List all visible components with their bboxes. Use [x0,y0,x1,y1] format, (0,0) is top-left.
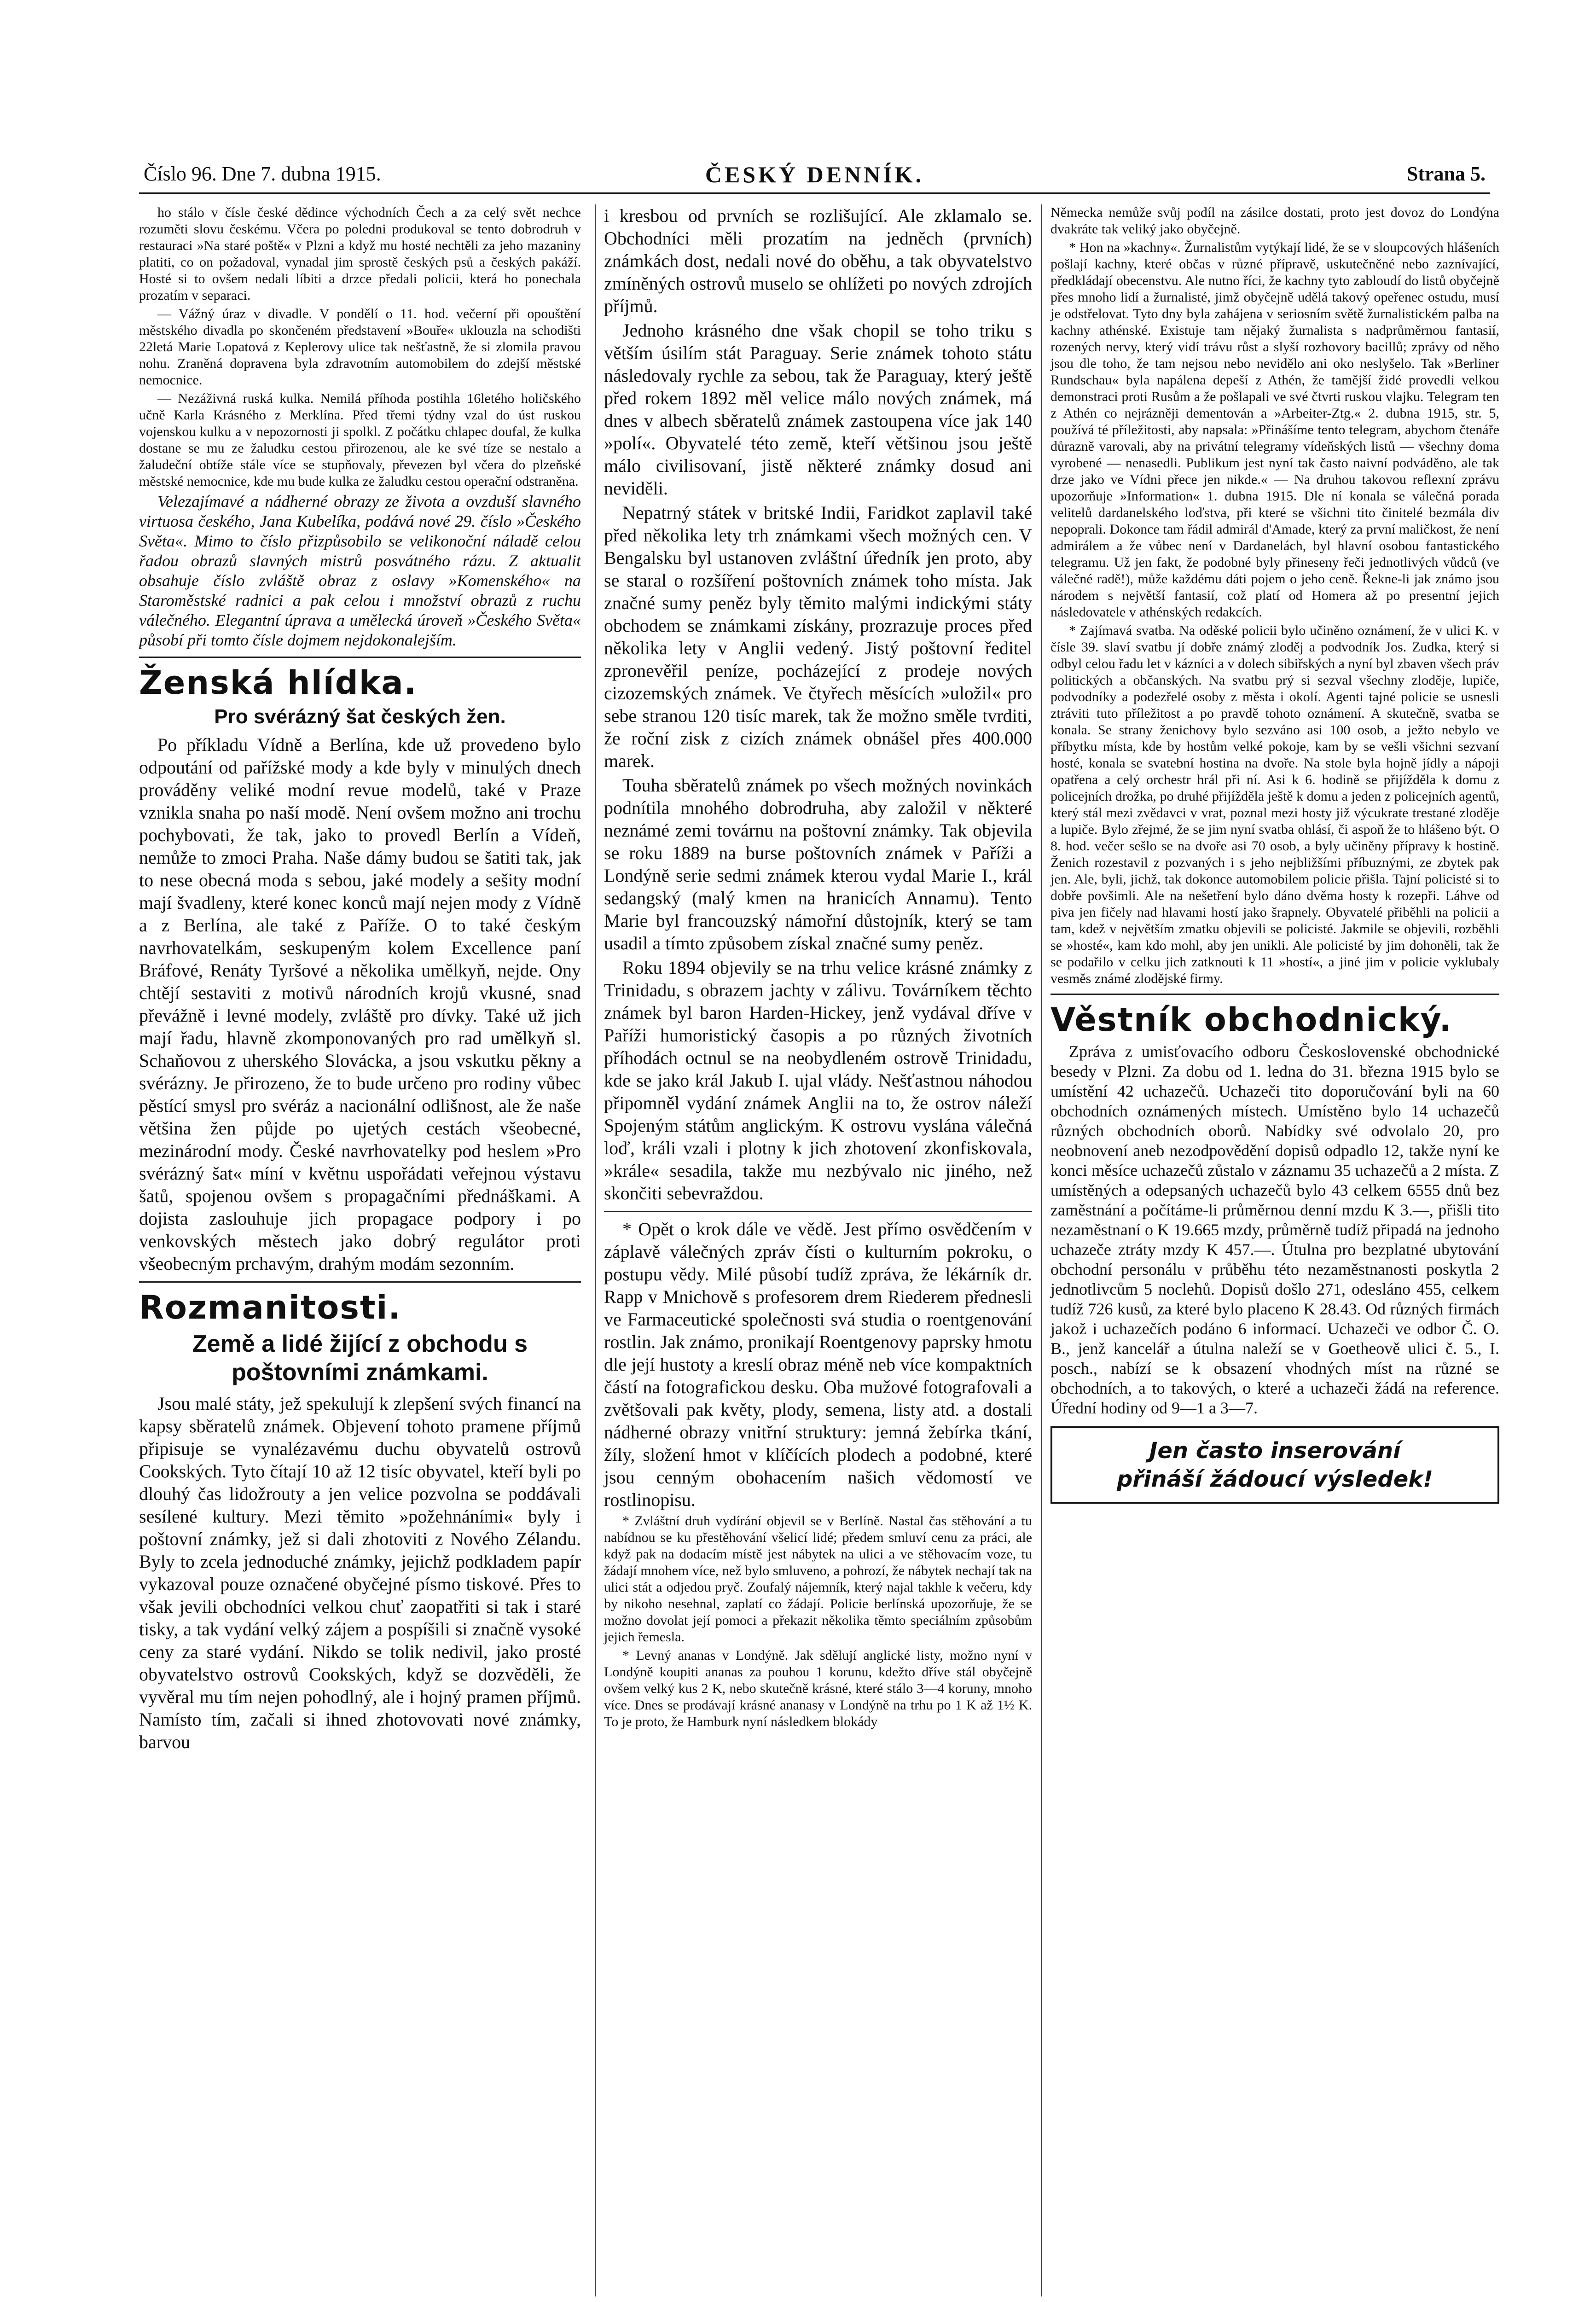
section-heading: Věstník obchodnický. [1050,1001,1453,1039]
divider [139,1281,581,1283]
article-text: Roku 1894 objevily se na trhu velice krásné známky z Trinidadu, s obrazem jachty v zálivu. Továrníkem těchto známek byl baron Harden-Hickey, jenž vydával dříve v Paříži humoristický časopis a po různých životních příhodách octnul se na neobydleném ostrově Trinidadu, kde se jako král Jakub I. ujal vlády. Nešťastnou náhodou připomněl vydání známek Anglii na to, že ostrov náleží Spojeným státům anglickým. K ostrovu vyslána válečná loď, králi vzali i plotny k jich zhotovení zkonfiskovala, »krále« sesadila, takže mu nezbývalo nic jiného, než skončiti sebevraždou. [604,957,1032,1203]
article-text: * Opět o krok dále ve vědě. Jest přímo osvědčením v záplavě válečných zpráv čísti o kulturním pokroku, o postupu vědy. Milé působí tudíž zpráva, že lékárník dr. Rapp v Mnichově s profesorem drem Riederem přednesli ve Farmaceutické společnosti svá studia o roentgenování rostlin. Jak známo, pronikají Roentgenovy paprsky hmotu dle její hustoty a kreslí obraz méně neb více kompaktních částí na fotografickou desku. Oba mužové fotografovali a zvětšovali pak květy, plody, semena, listy atd. a dostali nádherné obrazy vnitřní struktury: jemná žebírka tkání, žíly, složení hmot v klíčících plodech a podobné, které jsou cenným obohacením našich vědomostí ve rostlinopisu. [604,1219,1032,1510]
divider [139,657,581,658]
article-text: * Hon na »kachny«. Žurnalistům vytýkají lidé, že se v sloupcových hlášeních pošlají kachny, které občas v různé přípravě, uskutečněné nebo zaznívající, předkládají obecenstvu. Ale nutno říci, že kachny tyto zabloudí do listů obyčejně přes mnoho lidí a žurnalisté, jimž obyčejně udělá takový opeřenec ostudu, musí je odstřelovat. Tyto dny byla zahájena v seriosním světě žurnalistickém palba na kachny athénské. Existuje tam nějaký žurnalista s nadprůměrnou fantasií, rozených nervy, který vidí trávu růst a slyší rozhovory bacillů; zprávy od něho jsou dle toho, že tam nejsou nebo nevidělo ani oko neslyšelo. Tak »Berliner Rundschau« byla napálena depeší z Athén, že tamější židé provedli velkou demonstraci proti Rusům a že pošlapali ve své čtvrti ruskou vlajku. Telegram ten z Athén co nejrázněji dementován a »Arbeiter-Ztg.« 2. dubna 1915, str. 5, používá té příležitosti, aby napsala: »Přinášíme tento telegram, abychom čtenáře důrazně varovali, aby na privátní telegramy vídeňských listů — všechny doma vyrobené — nenasedli. Publikum jest nyní tak často naivní podváděno, ale tak drze jako ve Vídni přece jen nikde.« — Na druhou takovou reflexní zprávu upozorňuje »Information« 1. dubna 1915. Dle ní konala se válečná porada velitelů dardanelského loďstva, při které se všichni tito činitelé bezmála div nepoprali. Dokonce tam řádil admirál d'Amade, který za první maličkost, že není admirálem a že vůbec není v Dardanelách, byl hlavní osobou fantastického telegramu. Už jen fakt, že podobné byly přineseny řeči jednotlivých vůdců (ve válečné radě!), může každému dáti pojem o jeho ceně. Řekne-li jak známo jsou národem s největší fantasií, což platí od Homera až po presentní jejich následovatele v athénských redakcích. [1050,240,1499,620]
article-text: — Nezáživná ruská kulka. Nemilá příhoda postihla 16letého holičského učně Karla Krásného z Merklína. Před třemi týdny vzal do úst ruskou vojenskou kulku a v nepozornosti ji spolkl. Z počátku chlapec doufal, že kulka dostane se mu ze žaludku cestou přirozenou, ale ke své tíze se nestalo a žaludeční obtíže stále více se stupňovaly, převezen byl včera do plzeňské městské nemocnice, kde mu bude kulka ze žaludku cestou operační odstraněna. [139,391,581,489]
divider [604,1211,1032,1212]
article-text: Zpráva z umisťovacího odboru Československé obchodnické besedy v Plzni. Za dobu od 1. ledna do 31. března 1915 bylo se umístění 42 uchazečů. Uchazeči tito doporučování byli na 60 obchodních oznámených místech. Umístěno bylo 14 uchazečů různých obchodních oborů. Nabídky své odvolalo 20, pro neobnovení aneb nezodpovědění dopisů odpadlo 12, takže nyní ke konci měsíce uchazečů zůstalo v záznamu 35 uchazečů a 2 místa. Z umístěných a odepsaných uchazečů bylo 43 celkem 6555 dnů bez zaměstnání a počítáme-li průměrnou denní mzdu K 3.—, přišli tito nezaměstnaní o K 19.665 mzdy, průměrně tudíž připadá na jednoho uchazeče ztráty mzdy K 457.—. Útulna pro bezplatné ubytování obchodní personálu v průběhu této nezaměstnanosti poskytla 2 jednotlivcům 5 noclehů. Dopisů došlo 271, odesláno 455, celkem tudíž 726 kusů, za které bylo placeno K 28.43. Od různých firmách jakož i uchazečích podáno 6 informací. Uchazeči ve odbor Č. O. B., jenž kancelář a útulna naleží se v Goetheově ulici č. 5., I. posch., nabízí se k obsazení vhodných míst na různé se obchodních, a to takových, o které a uchazeči žádá na reference. Úřední hodiny od 9—1 a 3—7. [1050,1042,1499,1417]
article-text: Jsou malé státy, jež spekulují k zlepšení svých financí na kapsy sběratelů známek. Objevení tohoto pramene příjmů připisuje se vynalézavému duchu obyvatelů ostrovů Cookských. Tyto čítají 10 až 12 tisíc obyvatel, kteří byli po dlouhý čas lidožrouty a jen velice pozvolna se poddávali sesílené kultury. Mezi těmito »požehnáními« byly i poštovní známky, jež si dali zhotoviti z Nového Zélandu. Byly to zcela jednoduché známky, jejichž podkladem papír vykazoval pouze označené obyčejné písmo tiskové. Přes to však jevili obchodníci velkou chuť zaopatřiti si tak i staré tisky, a tak vydání velký zájem a pospíšili si značně vysoké ceny za staré vydání. Nikdo se tolik nedivil, jako prosté obyvatelstvo ostrovů Cookských, když se dozvěděli, že vyvěral mu tím nejen pohodlný, ale i hojný pramen příjmů. Namísto tím, začali si ihned zhotovovati nové známky, barvou [139,1393,581,1752]
article-text: Německa nemůže svůj podíl na zásilce dostati, proto jest dovoz do Londýna dvakráte tak veliký jako obyčejně. [1050,205,1499,237]
article-text: i kresbou od prvních se rozlišující. Ale zklamalo se. Obchodníci měli prozatím na jedněch (prvních) známkách dost, nedali nové do oběhu, a tak obyvatelstvo zmíněných ostrovů muselo se ohlížeti po nových zdrojích příjmů. [604,205,1032,316]
article-text: — Vážný úraz v divadle. V pondělí o 11. hod. večerní při opouštění městského divadla po skončeném představení »Bouře« uklouzla na schodišti 22letá Marie Lopatová z Keplerovy ulice tak nešťastně, že si zlomila pravou nohu. Zraněná dopravena byla zdravotním automobilem do zdejší městské nemocnice. [139,306,581,388]
article-text: Velezajímavé a nádherné obrazy ze života a ovzduší slavného virtuosa českého, Jana Kubelíka, podává nové 29. číslo »Českého Světa«. Mimo to číslo přizpůsobilo se velikonoční náladě celou řadou obrazů slavných mistrů posvátného rázu. Z aktualit obsahuje číslo zvláště obraz z oslavy »Komenského« na Staroměstské radnici a pak celou i množství obrazů z ruchu válečného. Elegantní úprava a umělecká úroveň »Českého Světa« působí při tomto čísle dojmem nejdokonalejším. [139,492,581,649]
article-text: * Zvláštní druh vydírání objevil se v Berlíně. Nastal čas stěhování a tu nabídnou se ku přestěhování všelicí lidé; předem smluví cenu za práci, ale když pak na dodacím místě jest nábytek na ulici a ve stěhovacím voze, tu žádají mnohem více, než bylo smluveno, a pohrozí, že nábytek nechají tak na ulici stát a odjedou pryč. Zoufalý nájemník, který najal takhle k večeru, kdy by nikoho nesehnal, zaplatí co žádají. Policie berlínská upozorňuje, že se možno dovolat její pomoci a překazit několika těmto speciálním způsobům jejich řemesla. [604,1513,1032,1645]
page-number: Strana 5. [1406,163,1486,185]
advertisement-box [1050,1426,1499,1504]
column-1 [139,204,581,2296]
issue-number-date: Číslo 96. Dne 7. dubna 1915. [144,163,381,185]
ad-line-1: Jen často inserování [1149,1438,1401,1464]
page-header [139,160,1490,194]
column-2 [595,204,1032,2296]
divider [1050,994,1499,995]
newspaper-page [125,146,1504,2302]
article-title: Pro svérázný šat českých žen. [214,705,506,728]
ad-line-2: přináší žádoucí výsledek! [1116,1466,1433,1492]
column-3 [1041,204,1499,2296]
section-heading: Ženská hlídka. [139,664,418,702]
article-text: * Levný ananas v Londýně. Jak sdělují anglické listy, možno nyní v Londýně koupiti ananas za pouhou 1 korunu, kdežto dříve stál obyčejně ovšem velký kus 2 K, nebo skutečně krásné, které stálo 3—4 koruny, mnoho více. Dnes se prodávají krásné ananasy v Londýně na trhu po 1 K až 1½ K. To je proto, že Hamburk nyní následkem blokády [604,1648,1032,1729]
article-text: Nepatrný státek v britské Indii, Faridkot zaplavil také před několika lety trh známkami všech možných cen. V Bengalsku byl ustanoven zvláštní úředník jen proto, aby se staral o rozšíření poštovních známek toho místa. Jak značné sumy peněz byly těmito malými indickými státy obchodem se známkami získány, prozrazuje proces před několika lety v Anglii vedený. Jistý poštovní ředitel zpronevěřil peníze, pocházející z prodeje nových cizozemských známek. Ve čtyřech měsících »uložil« pro sebe stranou 120 tisíc marek, tak že možno směle tvrditi, že roční zisk z cizích známek obnášel přes 400.000 marek. [604,502,1032,771]
article-text: Touha sběratelů známek po všech možných novinkách podnítila mnohého dobrodruha, aby založil v některé neznámé zemi továrnu na poštovní známky. Tak objevila se roku 1889 na burse poštovních známek v Paříži a Londýně serie sedmi známek kterou vydal Marie I., král sedangský (malý kmen na hranicích Annamu). Tento Marie byl francouzský námořní důstojník, který se tam usadil a tímto způsobem získal značné sumy peněz. [604,775,1032,953]
section-heading: Rozmanitosti. [139,1289,402,1326]
newspaper-title: ČESKÝ DENNÍK. [705,162,924,187]
article-title: Země a lidé žijící z obchodu s poštovními známkami. [192,1331,528,1386]
article-text: Jednoho krásného dne však chopil se toho triku s větším úsilím stát Paraguay. Serie známek tohoto státu následovaly rychle za sebou, tak že Paraguay, který ještě před rokem 1892 měl velice málo nových známek, má dnes v albech sběratelů známek zastoupena více jak 140 »polí«. Obyvatelé této země, kteří většinou jsou ještě málo civilisovaní, jistě některé známky dosud ani neviděli. [604,320,1032,499]
article-text: Po příkladu Vídně a Berlína, kde už provedeno bylo odpoutání od pařížské mody a kde byly v minulých dnech prováděny veliké modní revue modelů, také v Praze vznikla snaha po naší modě. Není ovšem možno ani trochu pochybovati, že tak, jako to provedl Berlín a Vídeň, nemůže to zmoci Praha. Naše dámy budou se šatiti tak, jak to nese obecná moda s sebou, jaké modely a sešity modní mají švadleny, které konec konců mají nejen mody z Vídně a z Berlína, ale také z Paříže. O to také českým navrhovatelkám, seskupeným kolem Excellence paní Bráfové, Renáty Tyršové a několika umělkyň, nejde. Ony chtějí sestaviti z motivů národních krojů vkusné, snad převážně i levné modely, zvláště pro dívky. Také už jich mají řadu, hlavně zkomponovaných pro rad umělkyň sl. Schaňovou z uherského Slovácka, a jsou vskutku pěkny a svérázny. Je přirozeno, že to bude určeno pro rodiny vůbec pěstící smysl pro svéráz a nacionální odlišnost, ale že naše většina žen půjde po ujetých cestách všeobecné, mezinárodní mody. České navrhovatelky pod heslem »Pro svérázný šat« míní v květnu uspořádati veřejnou výstavu šatů, spojenou ovšem s propagačními přednáškami. A dojista zaslouhuje jich propagace podpory i po venkovských městech jako dobrý regulátor proti všeobecným prchavým, drahým modám sezonním. [139,734,581,1274]
article-text: ho stálo v čísle české dědince východních Čech a za celý svět nechce rozuměti slovu českému. Včera po poledni produkoval se tento dobrodruh v restauraci »Na staré poště« v Plzni a když mu hosté nechtěli za jeho mazaniny platiti, co on požadoval, vynadal jim sprostě českých psů a českých pakáží. Hosté si to ovšem nedali líbiti a drzce předali policii, která ho ponechala prozatím v separaci. [139,205,581,303]
article-text: * Zajímavá svatba. Na oděské policii bylo učiněno oznámení, že v ulici K. v čísle 39. slaví svatbu jí dobře známý zloděj a podvodník Jos. Zudka, který si odbyl celou řadu let v kázníci a v dolech sibiřských a nyní byl zbaven všech práv politických a občanských. Na svatbu prý si sezval všechny zloděje, lupiče, podvodníky a podezřelé osoby z města i okolí. Agenti tajné policie se usnesli ztráviti tuto příležitost a po pravdě tohoto oznámení. A skutečně, svatba se konala. Se strany ženichovy bylo sezváno asi 100 osob, a ježto nebylo ve příbytku místa, kde by hostům velké pokoje, kam by se vešli všichni sezvaní hosté, konala se svatební hostina na dvoře. Na stole byla hojně jídly a nápoji opatřena a celý orchestr hrál při ní. Asi k 6. hodině se přijížděla k domu z policejních drožka, po druhé přijížděla ještě k domu a jeden z policejních agentů, který stál mezi zvědavci v vrat, poznal mezi hosty již výcukrate trestané zloděje a lupiče. Bylo zřejmé, že se jim nyní svatba ohlásí, či aspoň že to hlášeno být. O 8. hod. večer sešlo se na dvoře asi 70 osob, a byly učiněny přípravy k hostině. Ženich rozestavil z pozvaných i s jeho nejbližšími příbuznými, ze zbytek pak jen. Ale, byli, jichž, tak dokonce automobilem policie přišla. Tajní policisté si to dobře povšimli. Ale na nešetření bylo dáno dvěma hosty k rozepři. Láhve od piva jen fičely nad hlavami hostí jako šrapnely. Obyvatelé přiběhli na policii a tam, kdež v největším zmatku objevili se policisté. Jakmile se objevili, rozběhli se »hosté«, kam kdo mohl, aby jen unikli. Ale policisté by jim dohoněli, tak že se podařilo v celku jich zatknouti k 11 »hostí«, a jiné jim v policie vyklubaly vesměs známé zlodějské firmy. [1050,623,1499,986]
